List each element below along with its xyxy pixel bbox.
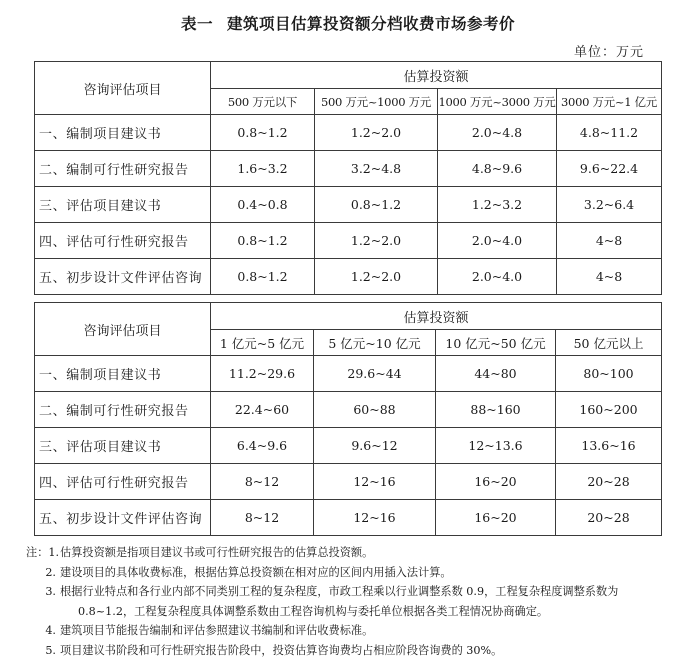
fee-cell: 20~28 (556, 464, 662, 500)
range-header: 5 亿元~10 亿元 (314, 330, 436, 356)
fee-cell: 11.2~29.6 (211, 356, 314, 392)
item-label: 一、编制项目建议书 (35, 115, 211, 151)
note-item (34, 563, 684, 583)
fee-cell: 4~8 (557, 223, 662, 259)
range-header: 10 亿元~50 亿元 (436, 330, 556, 356)
note-item (34, 582, 684, 602)
fee-cell: 6.4~9.6 (211, 428, 314, 464)
note-text: 项目建议书阶段和可行性研究报告阶段中，投资估算咨询费均占相应阶段咨询费的 30%。 (60, 644, 502, 657)
fee-cell: 13.6~16 (556, 428, 662, 464)
fee-cell: 4.8~11.2 (557, 115, 662, 151)
fee-cell: 9.6~22.4 (557, 151, 662, 187)
fee-cell: 3.2~4.8 (315, 151, 438, 187)
note-text: 建筑项目节能报告编制和评估参照建议书编制和评估收费标准。 (60, 624, 373, 637)
fee-cell: 3.2~6.4 (557, 187, 662, 223)
fee-cell: 12~16 (314, 464, 436, 500)
item-label: 二、编制可行性研究报告 (35, 392, 211, 428)
fee-cell: 0.8~1.2 (211, 223, 315, 259)
investment-group-header: 估算投资额 (211, 62, 662, 89)
fee-cell: 2.0~4.0 (438, 223, 557, 259)
fee-cell: 8~12 (211, 464, 314, 500)
note-item (34, 621, 684, 641)
note-number: 2. (34, 563, 60, 583)
note-lead-and-number (26, 543, 60, 563)
item-label: 五、初步设计文件评估咨询 (35, 259, 211, 295)
item-column-header: 咨询评估项目 (35, 303, 211, 356)
range-header: 500 万元以下 (211, 89, 315, 115)
note-text: 估算投资额是指项目建议书或可行性研究报告的估算总投资额。 (60, 546, 373, 559)
table-row (35, 356, 662, 392)
investment-group-header: 估算投资额 (211, 303, 662, 330)
table-row (35, 223, 662, 259)
note-continuation: 0.8~1.2，工程复杂程度具体调整系数由工程咨询机构与委托单位根据各类工程情况协商确定。 (34, 602, 684, 622)
item-label: 三、评估项目建议书 (35, 428, 211, 464)
fee-table-2 (34, 302, 662, 536)
item-column-header: 咨询评估项目 (35, 62, 211, 115)
fee-cell: 9.6~12 (314, 428, 436, 464)
note-item (34, 543, 684, 563)
table-row (35, 428, 662, 464)
fee-cell: 2.0~4.0 (438, 259, 557, 295)
fee-cell: 29.6~44 (314, 356, 436, 392)
fee-cell: 22.4~60 (211, 392, 314, 428)
fee-cell: 20~28 (556, 500, 662, 536)
fee-cell: 1.6~3.2 (211, 151, 315, 187)
fee-cell: 0.4~0.8 (211, 187, 315, 223)
table-number: 表一 (181, 15, 213, 33)
fee-cell: 44~80 (436, 356, 556, 392)
range-header: 3000 万元~1 亿元 (557, 89, 662, 115)
range-header: 1000 万元~3000 万元 (438, 89, 557, 115)
note-number: 1. (48, 546, 59, 559)
document-title (0, 12, 696, 34)
table-row (35, 392, 662, 428)
fee-cell: 88~160 (436, 392, 556, 428)
item-label: 三、评估项目建议书 (35, 187, 211, 223)
item-label: 二、编制可行性研究报告 (35, 151, 211, 187)
fee-cell: 1.2~3.2 (438, 187, 557, 223)
range-header: 500 万元~1000 万元 (315, 89, 438, 115)
note-text: 建设项目的具体收费标准，根据估算总投资额在相对应的区间内用插入法计算。 (60, 566, 452, 579)
item-label: 一、编制项目建议书 (35, 356, 211, 392)
table-row (35, 115, 662, 151)
table-row (35, 187, 662, 223)
table-row (35, 259, 662, 295)
notes-section (34, 543, 684, 660)
fee-cell: 160~200 (556, 392, 662, 428)
table-title: 建筑项目估算投资额分档收费市场参考价 (227, 15, 515, 33)
fee-cell: 2.0~4.8 (438, 115, 557, 151)
note-number: 3. (34, 582, 60, 602)
table-row (35, 464, 662, 500)
table-row (35, 500, 662, 536)
unit-label: 单位：万元 (574, 41, 644, 60)
note-number: 4. (34, 621, 60, 641)
item-label: 五、初步设计文件评估咨询 (35, 500, 211, 536)
fee-cell: 80~100 (556, 356, 662, 392)
fee-cell: 16~20 (436, 464, 556, 500)
table-row (35, 151, 662, 187)
fee-cell: 1.2~2.0 (315, 259, 438, 295)
fee-cell: 8~12 (211, 500, 314, 536)
fee-cell: 60~88 (314, 392, 436, 428)
fee-cell: 4.8~9.6 (438, 151, 557, 187)
fee-cell: 0.8~1.2 (315, 187, 438, 223)
note-item (34, 641, 684, 660)
note-text: 根据行业特点和各行业内部不同类别工程的复杂程度，市政工程乘以行业调整系数 0.9，工程复杂程度调整系数为 (60, 585, 618, 598)
fee-table-1 (34, 61, 662, 295)
fee-cell: 0.8~1.2 (211, 115, 315, 151)
item-label: 四、评估可行性研究报告 (35, 223, 211, 259)
notes-lead: 注： (26, 546, 48, 559)
fee-cell: 1.2~2.0 (315, 115, 438, 151)
fee-cell: 1.2~2.0 (315, 223, 438, 259)
fee-cell: 12~16 (314, 500, 436, 536)
fee-cell: 0.8~1.2 (211, 259, 315, 295)
fee-cell: 16~20 (436, 500, 556, 536)
fee-cell: 4~8 (557, 259, 662, 295)
item-label: 四、评估可行性研究报告 (35, 464, 211, 500)
range-header: 50 亿元以上 (556, 330, 662, 356)
note-number: 5. (34, 641, 60, 660)
fee-cell: 12~13.6 (436, 428, 556, 464)
range-header: 1 亿元~5 亿元 (211, 330, 314, 356)
